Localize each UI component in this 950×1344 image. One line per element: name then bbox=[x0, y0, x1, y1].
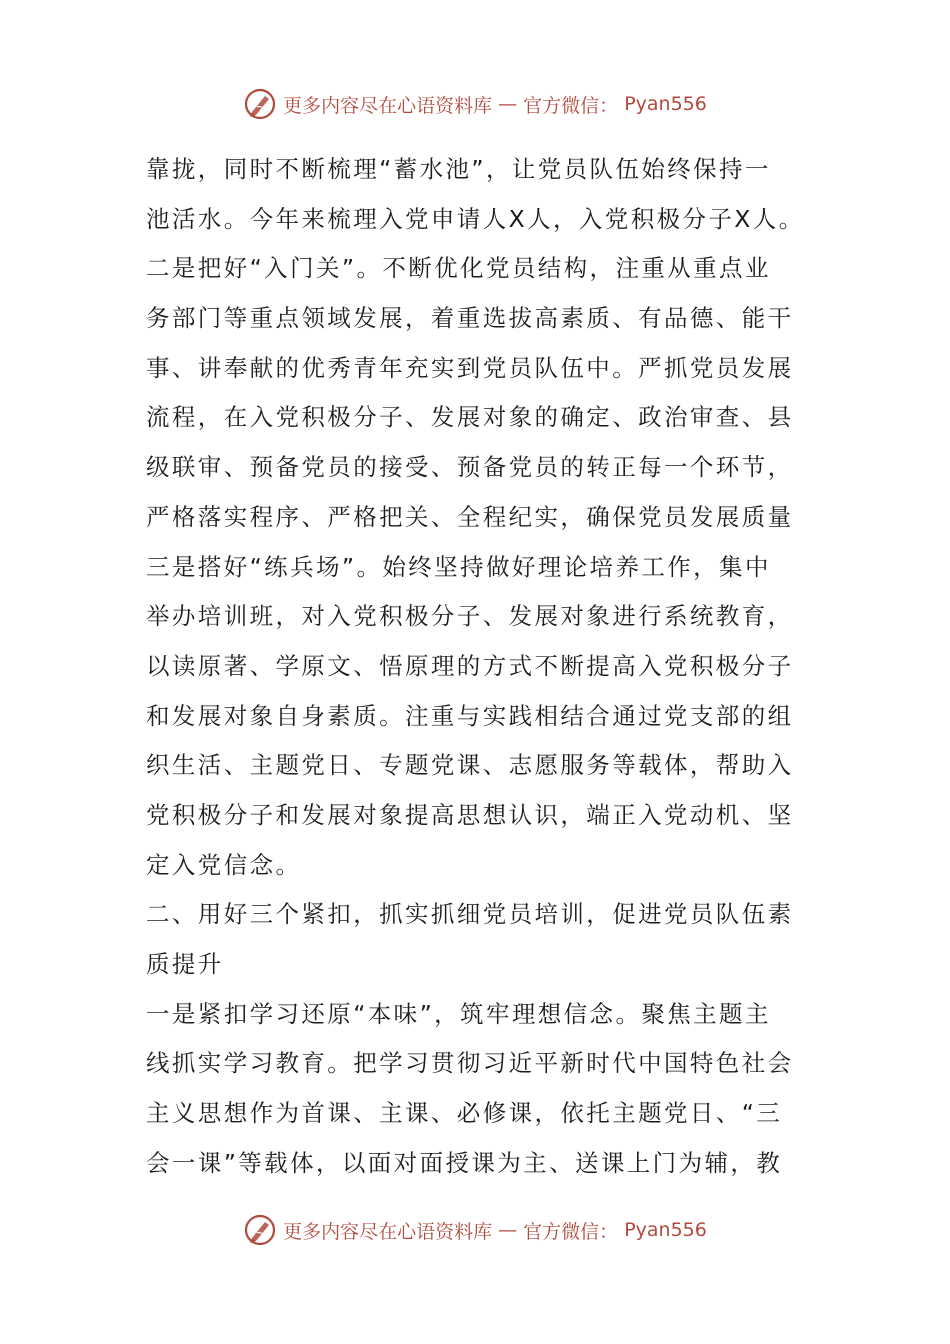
text-line: 和发展对象自身素质。注重与实践相结合通过党支部的组 bbox=[146, 701, 794, 730]
banner-separator: — bbox=[498, 1219, 518, 1241]
text-line: 会一课”等载体，以面对面授课为主、送课上门为辅，教 bbox=[146, 1148, 783, 1177]
text-line: 池活水。今年来梳理入党申请人X人，入党积极分子X人。 bbox=[146, 204, 805, 233]
text-line: 三是搭好“练兵场”。始终坚持做好理论培养工作，集中 bbox=[146, 552, 771, 581]
text-line: 党积极分子和发展对象提高思想认识，端正入党动机、坚 bbox=[146, 800, 794, 829]
text-line: 线抓实学习教育。把学习贯彻习近平新时代中国特色社会 bbox=[146, 1049, 794, 1078]
header-banner bbox=[0, 84, 950, 124]
text-line: 流程，在入党积极分子、发展对象的确定、政治审查、县 bbox=[146, 403, 794, 432]
text-line: 定入党信念。 bbox=[146, 850, 302, 879]
banner-contact-label: 官方微信： bbox=[523, 94, 619, 117]
banner-contact-value: Pyan556 bbox=[624, 93, 707, 115]
text-line: 靠拢，同时不断梳理“蓄水池”，让党员队伍始终保持一 bbox=[146, 155, 771, 183]
text-line: 织生活、主题党日、专题党课、志愿服务等载体，帮助入 bbox=[146, 751, 794, 780]
pen-logo-icon bbox=[243, 87, 277, 121]
text-line: 事、讲奉献的优秀青年充实到党员队伍中。严抓党员发展 bbox=[146, 353, 794, 382]
pen-logo-icon bbox=[243, 1213, 277, 1247]
text-line: 举办培训班，对入党积极分子、发展对象进行系统教育， bbox=[146, 602, 794, 631]
banner-brand-text: 更多内容尽在心语资料库 bbox=[283, 1220, 493, 1243]
section-heading-line: 质提升 bbox=[146, 950, 224, 978]
text-line: 严格落实程序、严格把关、全程纪实，确保党员发展质量 bbox=[146, 502, 794, 531]
footer-banner bbox=[0, 1210, 950, 1250]
document-body bbox=[146, 145, 816, 1188]
banner-separator: — bbox=[498, 93, 518, 115]
banner-contact-label: 官方微信： bbox=[523, 1220, 619, 1243]
text-line: 二是把好“入门关”。不断优化党员结构，注重从重点业 bbox=[146, 254, 771, 283]
text-line: 级联审、预备党员的接受、预备党员的转正每一个环节， bbox=[146, 453, 794, 482]
banner-brand-text: 更多内容尽在心语资料库 bbox=[283, 94, 493, 117]
text-line: 一是紧扣学习还原“本味”，筑牢理想信念。聚焦主题主 bbox=[146, 999, 771, 1028]
section-heading-line: 二、用好三个紧扣，抓实抓细党员培训，促进党员队伍素 bbox=[146, 900, 794, 929]
text-line: 以读原著、学原文、悟原理的方式不断提高入党积极分子 bbox=[146, 651, 794, 680]
text-line: 主义思想作为首课、主课、必修课，依托主题党日、“三 bbox=[146, 1099, 783, 1128]
text-line: 务部门等重点领域发展，着重选拔高素质、有品德、能干 bbox=[146, 304, 794, 333]
banner-contact-value: Pyan556 bbox=[624, 1219, 707, 1241]
